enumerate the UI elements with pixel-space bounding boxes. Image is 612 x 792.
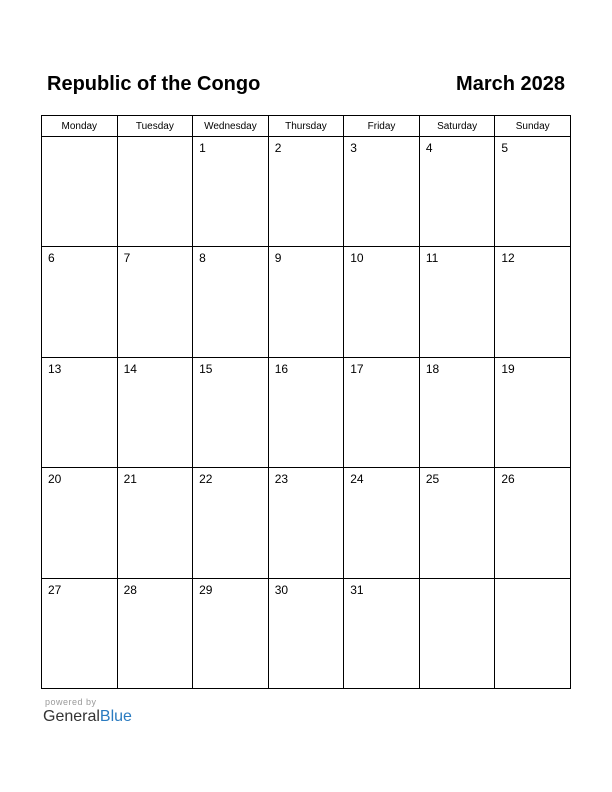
weekday-header: Wednesday xyxy=(193,116,269,137)
day-number: 10 xyxy=(350,251,364,266)
day-cell xyxy=(268,357,344,467)
day-cell xyxy=(117,137,193,247)
day-number: 13 xyxy=(48,361,62,376)
day-cell xyxy=(268,247,344,357)
day-number: 29 xyxy=(199,582,213,597)
brand-wordmark xyxy=(43,707,163,727)
day-number: 30 xyxy=(274,582,289,597)
brand-blue-text: Blue xyxy=(99,708,132,725)
day-cell xyxy=(42,137,118,247)
day-number: 22 xyxy=(199,472,213,487)
day-number: 21 xyxy=(123,472,137,487)
day-cell xyxy=(117,247,193,357)
week-row xyxy=(42,357,571,467)
day-number: 16 xyxy=(274,361,289,376)
day-number xyxy=(118,137,193,141)
day-cell xyxy=(419,357,495,467)
day-cell xyxy=(495,578,571,688)
day-number: 15 xyxy=(199,361,213,376)
calendar-month-title: March 2028 xyxy=(456,73,565,95)
weekday-header: Saturday xyxy=(419,116,495,137)
day-cell xyxy=(344,578,420,688)
day-number: 17 xyxy=(350,361,364,376)
day-number: 23 xyxy=(274,472,289,487)
day-cell xyxy=(42,578,118,688)
day-cell xyxy=(193,468,269,578)
weekday-header-row xyxy=(42,116,571,137)
day-number xyxy=(495,579,570,583)
day-number: 25 xyxy=(425,472,440,487)
day-number xyxy=(420,579,495,583)
week-row xyxy=(42,247,571,357)
day-number: 11 xyxy=(425,251,439,266)
day-cell xyxy=(344,468,420,578)
generalblue-logo[interactable] xyxy=(43,697,163,727)
day-cell xyxy=(117,578,193,688)
day-cell xyxy=(117,468,193,578)
day-cell xyxy=(193,137,269,247)
day-cell xyxy=(42,357,118,467)
calendar-grid xyxy=(41,115,571,689)
day-cell xyxy=(419,578,495,688)
day-number xyxy=(42,137,117,141)
day-number: 1 xyxy=(199,141,206,155)
day-number: 6 xyxy=(48,251,55,266)
day-number: 4 xyxy=(425,141,433,155)
day-number: 31 xyxy=(350,582,364,597)
day-number: 26 xyxy=(501,472,515,487)
day-cell xyxy=(419,247,495,357)
weekday-header: Sunday xyxy=(495,116,571,137)
day-number: 5 xyxy=(501,141,509,155)
day-number: 28 xyxy=(123,582,137,597)
day-number: 14 xyxy=(123,361,137,376)
week-row xyxy=(42,137,571,247)
day-cell xyxy=(193,578,269,688)
day-cell xyxy=(495,357,571,467)
week-row xyxy=(42,468,571,578)
brand-general-text: General xyxy=(43,708,100,725)
day-number: 18 xyxy=(425,361,440,376)
day-cell xyxy=(193,247,269,357)
day-number: 3 xyxy=(350,141,357,155)
day-cell xyxy=(419,468,495,578)
day-cell xyxy=(495,137,571,247)
day-cell xyxy=(495,247,571,357)
day-cell xyxy=(268,578,344,688)
day-cell xyxy=(344,137,420,247)
day-cell xyxy=(42,468,118,578)
day-number: 24 xyxy=(350,472,364,487)
day-number: 12 xyxy=(501,251,515,266)
weekday-header: Thursday xyxy=(268,116,344,137)
day-number: 20 xyxy=(48,472,62,487)
day-cell xyxy=(344,247,420,357)
day-cell xyxy=(117,357,193,467)
weekday-header: Friday xyxy=(344,116,420,137)
calendar-country-title: Republic of the Congo xyxy=(47,73,261,95)
day-number: 9 xyxy=(274,251,282,266)
weekday-header: Monday xyxy=(42,116,118,137)
week-row xyxy=(42,578,571,688)
day-cell xyxy=(344,357,420,467)
day-number: 2 xyxy=(274,141,282,155)
day-cell xyxy=(42,247,118,357)
day-cell xyxy=(419,137,495,247)
powered-by-label: powered by xyxy=(45,697,97,707)
day-number: 27 xyxy=(48,582,62,597)
day-number: 8 xyxy=(199,251,206,266)
weekday-header: Tuesday xyxy=(117,116,193,137)
day-number: 19 xyxy=(501,361,515,376)
day-cell xyxy=(495,468,571,578)
day-cell xyxy=(193,357,269,467)
day-cell xyxy=(268,137,344,247)
day-number: 7 xyxy=(123,251,131,266)
day-cell xyxy=(268,468,344,578)
